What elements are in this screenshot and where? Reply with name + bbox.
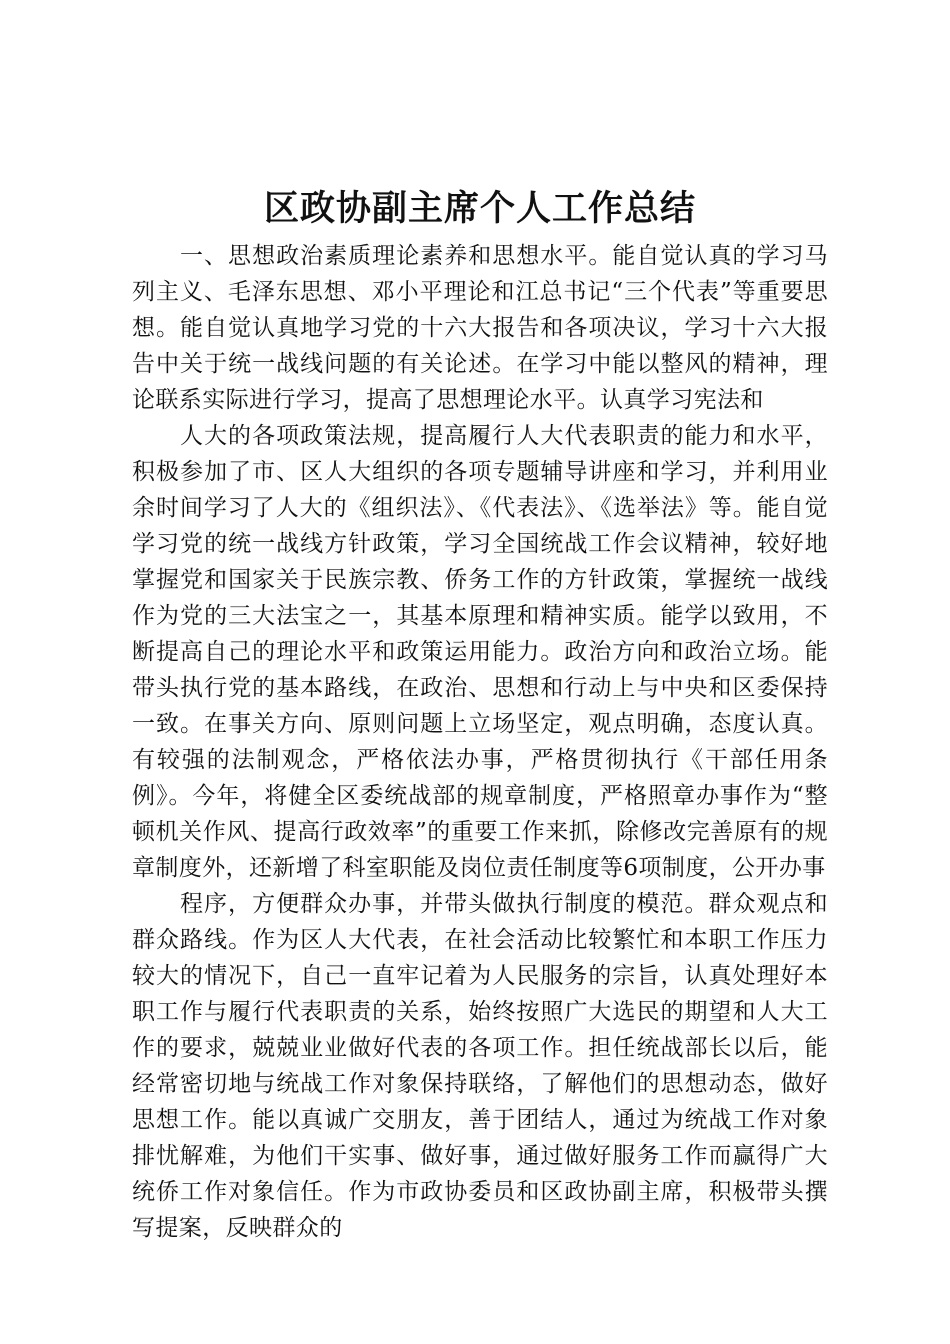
paragraph-3: 程序，方便群众办事，并带头做执行制度的模范。群众观点和群众路线。作为区人大代表，在社会活动比较繁忙和本职工作压力较大的情况下，自己一直牢记着为人民服务的宗旨，认真处理好本职工作与履行代表职责的关系，始终按照广大选民的期望和人大工作的要求，兢兢业业做好代表的各项工作。担任统战部长以后，能经常密切地与统战工作对象保持联络，了解他们的思想动态，做好思想工作。能以真诚广交朋友，善于团结人，通过为统战工作对象排忧解难，为他们干实事、做好事，通过做好服务工作而赢得广大统侨工作对象信任。作为市政协委员和区政协副主席，积极带头撰写提案，反映群众的 [132,891,828,1241]
paragraph-2: 人大的各项政策法规，提高履行人大代表职责的能力和水平，积极参加了市、区人大组织的各项专题辅导讲座和学习，并利用业余时间学习了人大的《组织法》、《代表法》、《选举法》等。能自觉学习党的统一战线方针政策，学习全国统战工作会议精神，较好地掌握党和国家关于民族宗教、侨务工作的方针政策，掌握统一战线作为党的三大法宝之一，其基本原理和精神实质。能学以致用，不断提高自己的理论水平和政策运用能力。政治方向和政治立场。能带头执行党的基本路线，在政治、思想和行动上与中央和区委保持一致。在事关方向、原则问题上立场坚定，观点明确，态度认真。有较强的法制观念，严格依法办事，严格贯彻执行《干部任用条例》。今年，将健全区委统战部的规章制度，严格照章办事作为“整顿机关作风、提高行政效率”的重要工作来抓，除修改完善原有的规章制度外，还新增了科室职能及岗位责任制度等6项制度，公开办事 [132,423,828,881]
paragraph-1: 一、思想政治素质理论素养和思想水平。能自觉认真的学习马列主义、毛泽东思想、邓小平理论和江总书记“三个代表”等重要思想。能自觉认真地学习党的十六大报告和各项决议，学习十六大报告中关于统一战线问题的有关论述。在学习中能以整风的精神，理论联系实际进行学习，提高了思想理论水平。认真学习宪法和 [132,243,828,413]
document-title: 区政协副主席个人工作总结 [263,188,696,229]
document-page [132,186,828,1246]
